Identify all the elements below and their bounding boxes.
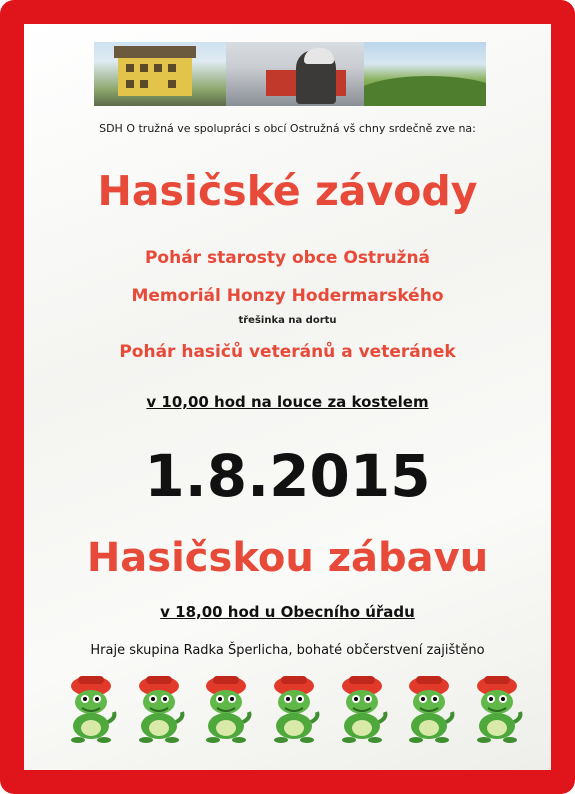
- subtitle-veterans-cup: Pohár hasičů veteránů a veteránek: [119, 342, 456, 362]
- race-time-place: v 10,00 hod na louce za kostelem: [146, 393, 429, 411]
- firefighter-dragon-icon: [132, 672, 186, 744]
- hill-shape: [364, 76, 486, 106]
- music-info: Hraje skupina Radka Šperlicha, bohaté občerstvení zajištěno: [90, 643, 485, 658]
- firefighter-photo: [226, 42, 364, 106]
- house-shape: [118, 56, 192, 96]
- firefighter-dragon-icon: [199, 672, 253, 744]
- firefighter-dragon-icon: [64, 672, 118, 744]
- intro-text: SDH O tružná ve spolupráci s obcí Ostružná vš chny srdečně zve na:: [99, 122, 476, 135]
- subtitle-memorial: Memoriál Honzy Hodermarského: [131, 286, 444, 306]
- main-title: Hasičské závody: [97, 167, 478, 215]
- mascot-row: [64, 672, 524, 744]
- firefighter-dragon-icon: [470, 672, 524, 744]
- firefighter-dragon-icon: [335, 672, 389, 744]
- helmet-shape: [304, 48, 334, 64]
- party-time-place: v 18,00 hod u Obecního úřadu: [160, 603, 415, 621]
- firefighter-dragon-icon: [267, 672, 321, 744]
- fire-station-photo: [94, 42, 226, 106]
- subtitle-cup-mayor: Pohár starosty obce Ostružná: [144, 248, 431, 268]
- landscape-photo: [364, 42, 486, 106]
- party-title: Hasičskou zábavu: [86, 535, 489, 581]
- event-date: 1.8.2015: [144, 442, 431, 510]
- cherry-note: třešinka na dortu: [238, 315, 337, 326]
- header-photos: [94, 42, 486, 106]
- poster-paper: [24, 24, 551, 770]
- firefighter-dragon-icon: [402, 672, 456, 744]
